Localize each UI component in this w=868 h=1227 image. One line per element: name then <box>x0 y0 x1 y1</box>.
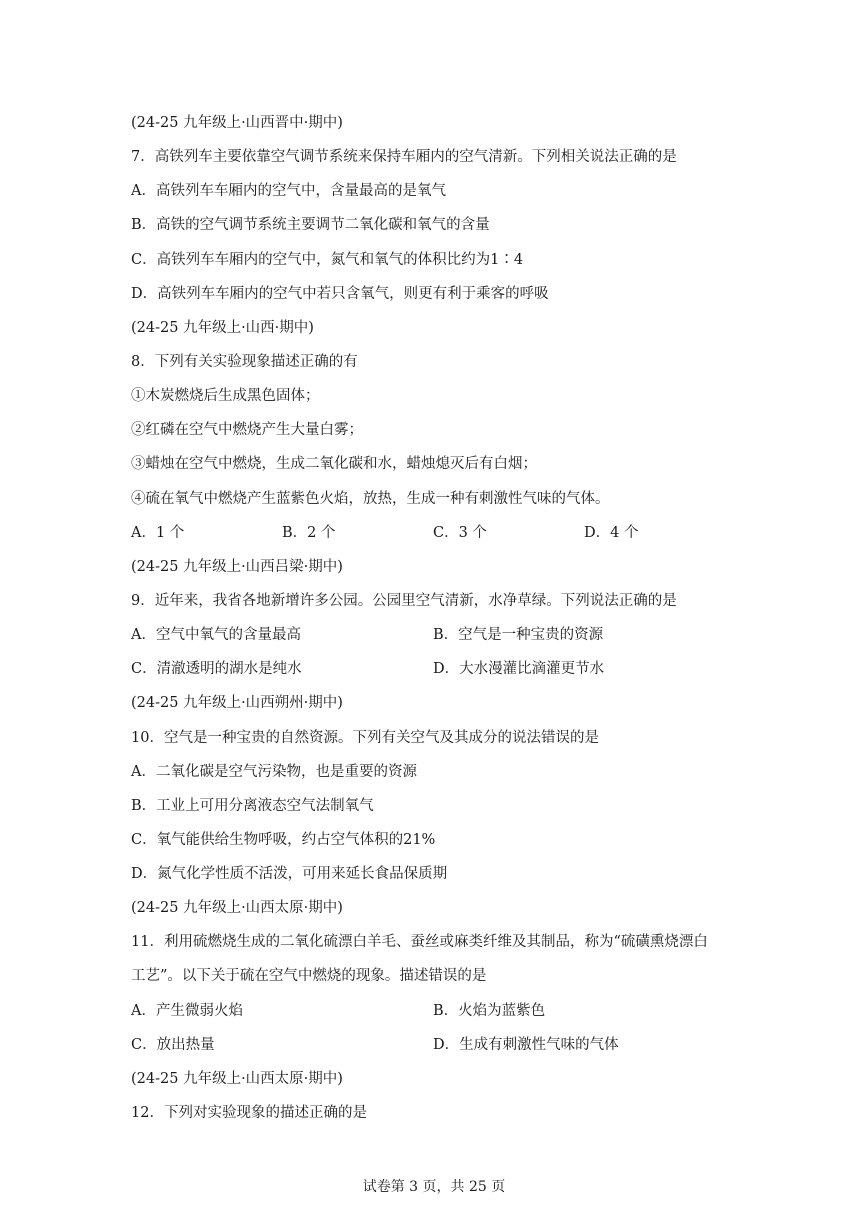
question-source: (24-25 九年级上·山西吕梁·期中) <box>131 559 343 575</box>
option-a: A．高铁列车车厢内的空气中，含量最高的是氧气 <box>131 183 446 199</box>
question-stem-continued: 工艺”。以下关于硫在空气中燃烧的现象。描述错误的是 <box>131 968 487 984</box>
question-stem: 8．下列有关实验现象描述正确的有 <box>131 354 358 370</box>
option-a: A．产生微弱火焰 <box>131 1003 243 1019</box>
option-a: A．1 个 <box>131 525 185 541</box>
option-b: B．高铁的空气调节系统主要调节二氧化碳和氧气的含量 <box>131 217 490 233</box>
question-source: (24-25 九年级上·山西朔州·期中) <box>131 695 343 711</box>
option-d: D．4 个 <box>584 525 639 541</box>
option-d: D．氮气化学性质不活泼，可用来延长食品保质期 <box>131 866 448 882</box>
option-b: B．工业上可用分离液态空气法制氧气 <box>131 798 374 814</box>
option-c: C．放出热量 <box>131 1037 215 1053</box>
question-stem: 10．空气是一种宝贵的自然资源。下列有关空气及其成分的说法错误的是 <box>131 730 599 746</box>
question-source: (24-25 九年级上·山西太原·期中) <box>131 1071 343 1087</box>
question-source: (24-25 九年级上·山西晋中·期中) <box>131 115 343 131</box>
option-b: B．空气是一种宝贵的资源 <box>433 627 604 643</box>
statement-item: ③蜡烛在空气中燃烧，生成二氧化碳和水，蜡烛熄灭后有白烟； <box>131 456 537 472</box>
statement-item: ④硫在氧气中燃烧产生蓝紫色火焰，放热，生成一种有刺激性气味的气体。 <box>131 491 610 507</box>
question-source: (24-25 九年级上·山西太原·期中) <box>131 900 343 916</box>
option-d: D．生成有刺激性气味的气体 <box>433 1037 619 1053</box>
question-stem: 9．近年来，我省各地新增许多公园。公园里空气清新，水净草绿。下列说法正确的是 <box>131 593 677 609</box>
question-stem: 11．利用硫燃烧生成的二氧化硫漂白羊毛、蚕丝或麻类纤维及其制品，称为“硫磺熏烧漂白 <box>131 934 708 950</box>
option-b: B．火焰为蓝紫色 <box>433 1003 546 1019</box>
option-d: D．高铁列车车厢内的空气中若只含氧气，则更有利于乘客的呼吸 <box>131 286 549 302</box>
option-b: B．2 个 <box>282 525 336 541</box>
option-c: C．3 个 <box>433 525 487 541</box>
option-c: C．清澈透明的湖水是纯水 <box>131 661 302 677</box>
option-c: C．高铁列车车厢内的空气中，氮气和氧气的体积比约为1∶4 <box>131 252 524 268</box>
statement-item: ②红磷在空气中燃烧产生大量白雾； <box>131 422 363 438</box>
option-c: C．氧气能供给生物呼吸，约占空气体积的21% <box>131 832 436 848</box>
statement-item: ①木炭燃烧后生成黑色固体； <box>131 388 320 404</box>
option-a: A．二氧化碳是空气污染物，也是重要的资源 <box>131 764 417 780</box>
option-a: A．空气中氧气的含量最高 <box>131 627 301 643</box>
option-d: D．大水漫灌比滴灌更节水 <box>433 661 605 677</box>
question-source: (24-25 九年级上·山西·期中) <box>131 320 314 336</box>
page-footer: 试卷第 3 页，共 25 页 <box>362 1179 506 1195</box>
question-stem: 7．高铁列车主要依靠空气调节系统来保持车厢内的空气清新。下列相关说法正确的是 <box>131 149 677 165</box>
question-stem: 12．下列对实验现象的描述正确的是 <box>131 1105 367 1121</box>
